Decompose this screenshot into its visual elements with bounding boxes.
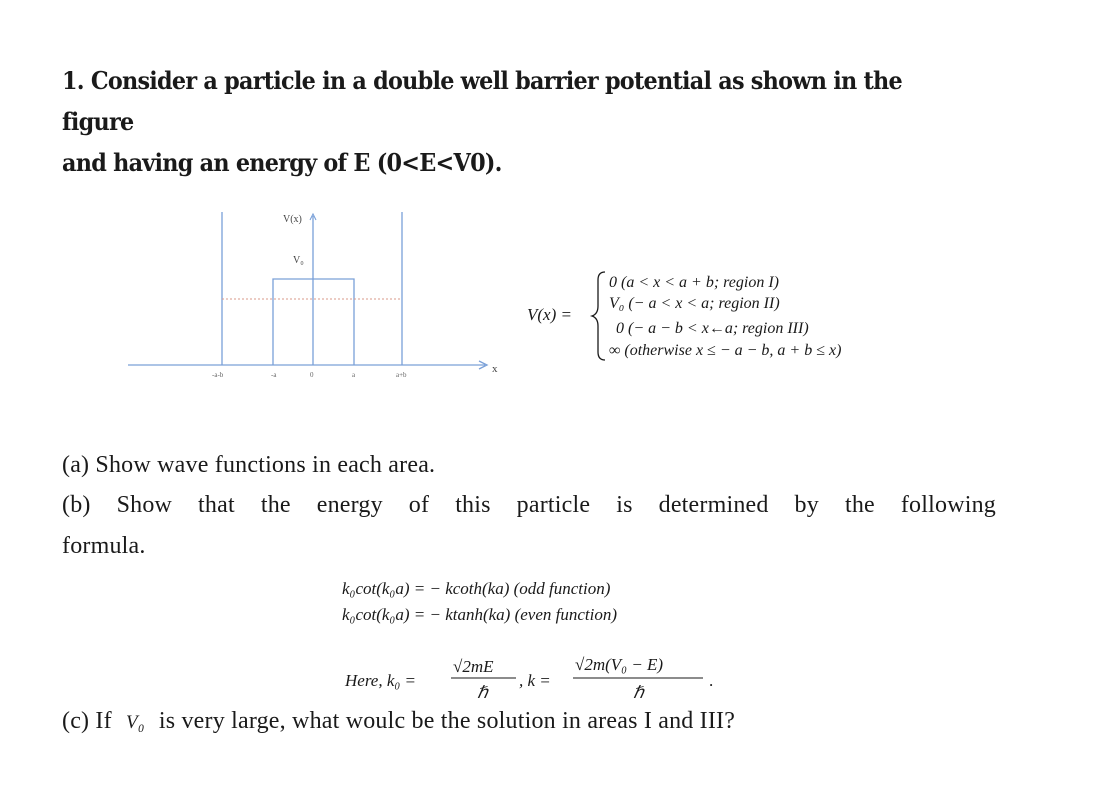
part-b: (b) Show that the energy of this particle is determined by the following xyxy=(62,492,996,518)
case-region-1: 0 (a < x < a + b; region I) xyxy=(609,274,779,291)
k0-denominator: ℏ xyxy=(477,683,488,702)
part-c-prefix: (c) If xyxy=(62,708,112,734)
potential-figure xyxy=(120,200,510,390)
tick-label: 0 xyxy=(310,371,314,379)
part-c-var: V₀ xyxy=(126,712,145,733)
tick-label: -a xyxy=(271,371,277,379)
y-axis-label: V(x) xyxy=(283,214,302,225)
problem-line-2: and having an energy of E (0<E<V0). xyxy=(62,148,502,177)
problem-line-1: 1. Consider a particle in a double well barrier potential as shown in the figure xyxy=(62,66,902,136)
k-denominator: ℏ xyxy=(633,683,644,702)
k-definitions xyxy=(343,650,743,704)
k-equals: , k = xyxy=(519,671,551,690)
odd-formula: k₀cot(k₀a) = − kcoth(ka) (odd function) xyxy=(342,579,611,598)
case-otherwise: ∞ (otherwise x ≤ − a − b, a + b ≤ x) xyxy=(609,342,842,359)
potential-equation xyxy=(525,268,945,368)
part-c-suffix: is very large, what woulc be the solution in areas I and III? xyxy=(158,708,736,734)
case-region-3: 0 (− a − b < x←a; region III) xyxy=(616,320,809,337)
tick-label: a+b xyxy=(396,371,407,379)
k0-numerator: √2mE xyxy=(453,657,494,676)
problem-statement xyxy=(62,60,936,183)
part-b-continued: formula. xyxy=(62,533,146,559)
tick-label: -a-b xyxy=(212,371,224,379)
v0-label: V₀ xyxy=(293,255,304,266)
energy-formulas xyxy=(340,574,740,630)
k-numerator: √2m(V₀ − E) xyxy=(575,655,664,674)
even-formula: k₀cot(k₀a) = − ktanh(ka) (even function) xyxy=(342,605,618,624)
part-a: (a) Show wave functions in each area. xyxy=(62,452,436,478)
k-end-period: . xyxy=(709,671,714,690)
x-axis-label: x xyxy=(492,363,498,375)
part-c xyxy=(62,708,735,735)
potential-lhs: V(x) = xyxy=(527,305,572,324)
here-k0: Here, k₀ = xyxy=(345,671,417,690)
cases-brace xyxy=(592,272,605,360)
tick-label: a xyxy=(352,371,356,379)
case-region-2: V₀ (− a < x < a; region II) xyxy=(609,295,780,312)
